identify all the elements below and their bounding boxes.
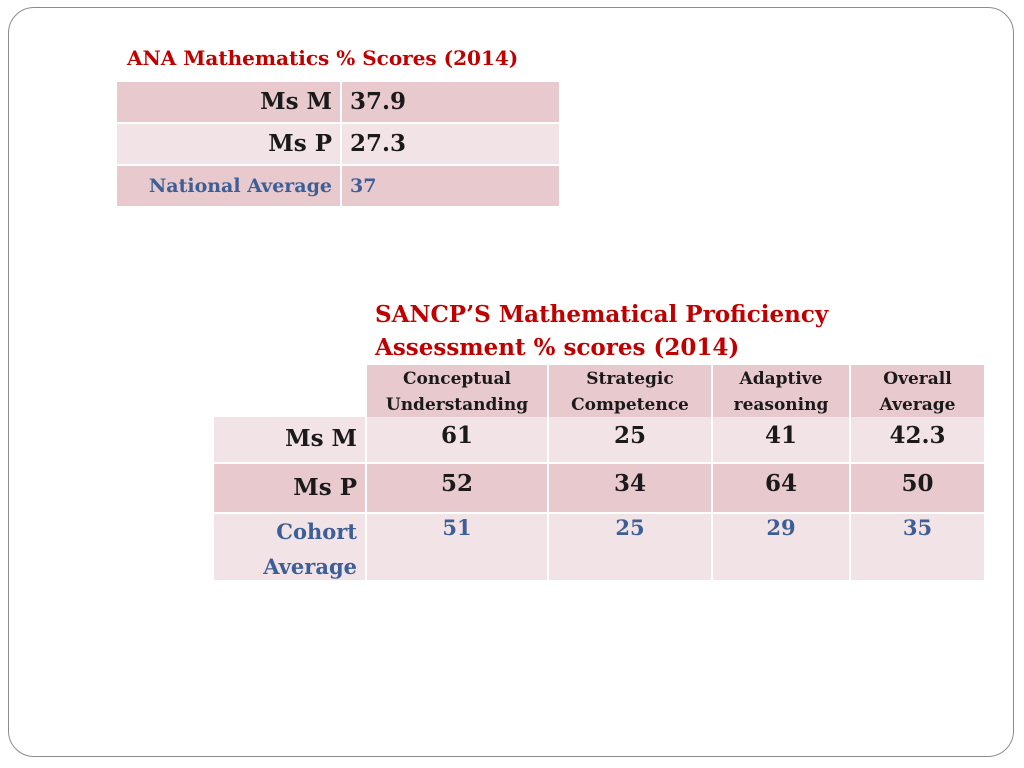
header-line: Adaptive <box>739 369 823 389</box>
row-label: Ms M <box>214 417 367 462</box>
sancp-title-line-2: Assessment % scores (2014) <box>375 334 740 361</box>
header-line: Overall <box>883 369 952 389</box>
sancp-table-title <box>375 298 828 364</box>
table-cell: 25 <box>549 417 713 462</box>
sancp-scores-table <box>214 417 984 580</box>
row-label-line: Cohort <box>276 519 357 544</box>
table-cell: 41 <box>713 417 851 462</box>
header-line: Understanding <box>385 395 529 415</box>
sancp-table-header <box>367 365 984 417</box>
table-row <box>214 464 984 514</box>
header-line: reasoning <box>733 395 829 415</box>
table-row <box>117 124 559 166</box>
sancp-title-line-1: SANCP’S Mathematical Proficiency <box>375 301 829 328</box>
header-adaptive-reasoning <box>713 365 851 417</box>
header-line: Conceptual <box>403 369 511 389</box>
row-label <box>214 514 367 580</box>
table-cell: 42.3 <box>889 422 946 449</box>
table-row <box>117 82 559 124</box>
table-cell: 61 <box>367 417 549 462</box>
table-cell: 29 <box>713 514 851 580</box>
row-value: 37.9 <box>350 88 407 115</box>
header-line: Strategic <box>586 369 674 389</box>
ana-table-title: ANA Mathematics % Scores (2014) <box>127 46 519 70</box>
header-line: Average <box>879 395 956 415</box>
table-cell: 25 <box>549 514 713 580</box>
table-row-cohort-average <box>214 514 984 580</box>
row-label-line: Average <box>263 554 357 579</box>
header-overall-average <box>851 365 984 417</box>
table-cell: 52 <box>367 464 549 512</box>
table-cell: 50 <box>901 470 934 497</box>
header-conceptual-understanding <box>367 365 549 417</box>
row-label: Ms P <box>117 124 342 164</box>
row-label: National Average <box>117 166 342 206</box>
table-row <box>214 417 984 464</box>
header-strategic-competence <box>549 365 713 417</box>
table-cell: 64 <box>713 464 851 512</box>
row-value: 37 <box>350 175 377 197</box>
row-value: 27.3 <box>350 130 407 157</box>
table-cell: 51 <box>367 514 549 580</box>
ana-scores-table <box>117 82 559 208</box>
row-label: Ms P <box>214 464 367 512</box>
table-cell: 35 <box>902 515 933 540</box>
header-line: Competence <box>571 395 689 415</box>
row-label: Ms M <box>117 82 342 122</box>
table-cell: 34 <box>549 464 713 512</box>
table-row-national-average <box>117 166 559 208</box>
